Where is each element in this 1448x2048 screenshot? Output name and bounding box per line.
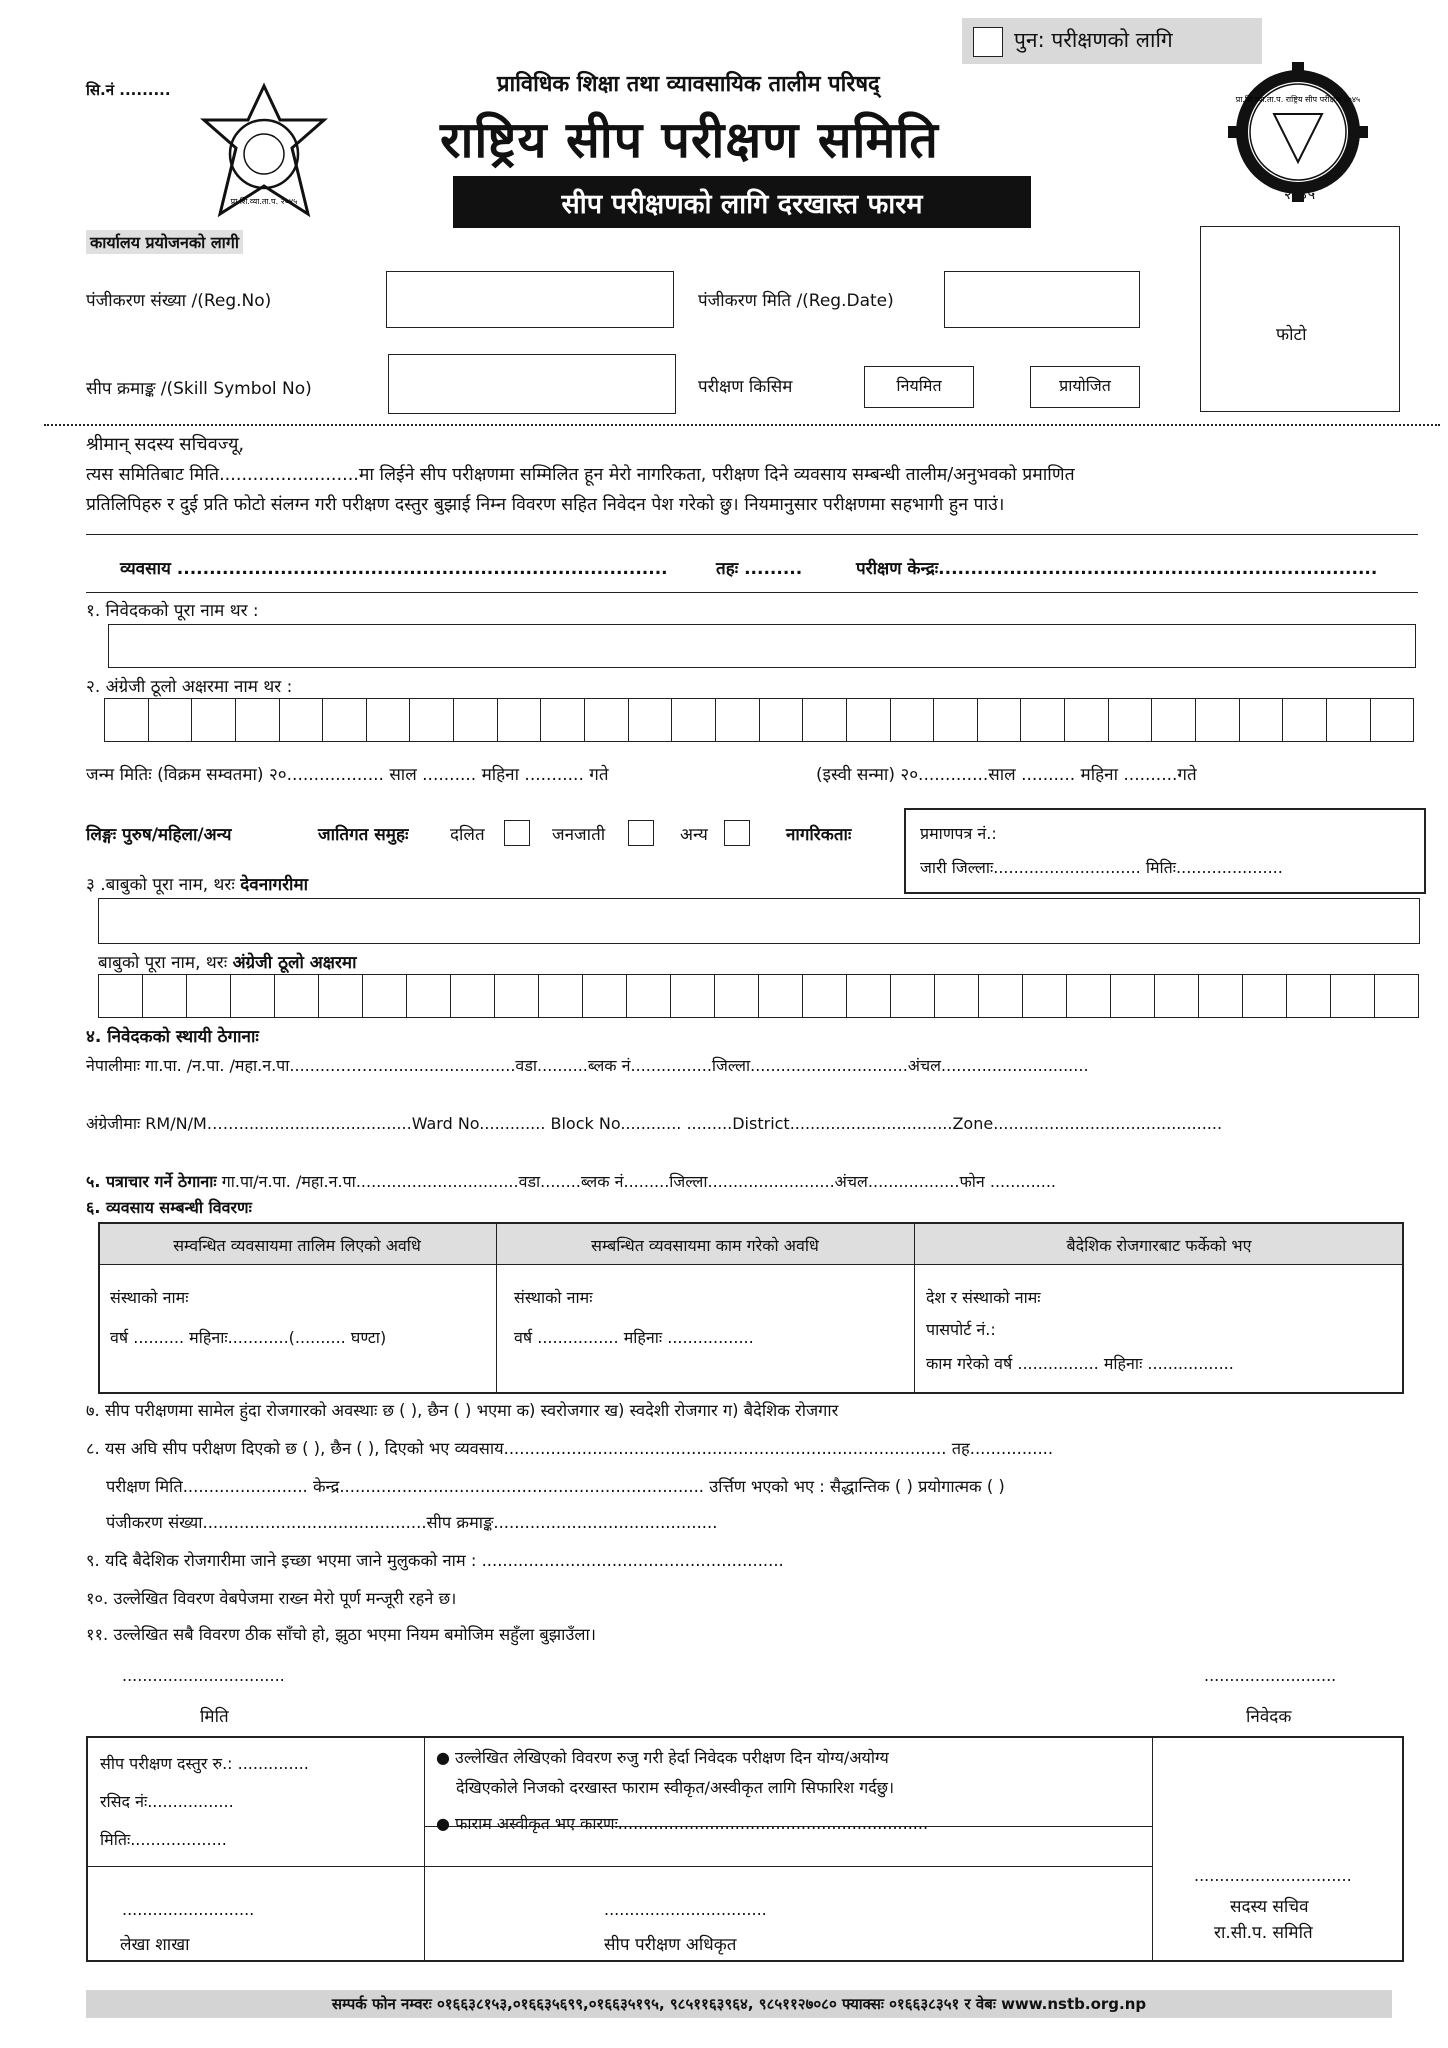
date-signature-line: ................................ (122, 1666, 285, 1685)
caste-janajati-checkbox[interactable] (628, 820, 654, 846)
work-duration[interactable]: वर्ष ................ महिनाः ................. (514, 1328, 754, 1347)
recheck-checkbox[interactable] (973, 27, 1003, 57)
accounts-section: लेखा शाखा (120, 1935, 190, 1955)
intro-line-2: प्रतिलिपिहरु र दुई प्रति फोटो संलग्न गरी परीक्षण दस्तुर बुझाई निम्न विवरण सहित निवेदन पेश गरेको छु। नियमानुसार परीक्षणमा सहभागी हुन पाउं। (86, 495, 1005, 515)
reg-no-label: पंजीकरण संख्या /(Reg.No) (86, 291, 272, 311)
exam-fee[interactable]: सीप परीक्षण दस्तुर रु.: .............. (100, 1754, 309, 1773)
ctevt-logo-text: प्रा.शि.व्या.ता.प. २०४५ (230, 197, 298, 206)
skill-symbol-input[interactable] (388, 354, 676, 414)
english-name-grid[interactable] (104, 698, 1414, 742)
q5-address[interactable]: गा.पा/न.पा. /महा.न.पा................................वडा........ब्लक नं.........जिल्ला.........................अंचल..................फोन ............. (216, 1172, 1057, 1191)
applicant-label: निवेदक (1246, 1707, 1292, 1727)
verification-note: ● उल्लेखित लेखिएको विवरण रुजु गरी हेर्दा निवेदक परीक्षण दिन योग्य/अयोग्य (436, 1748, 889, 1767)
table-row-line (86, 1866, 1152, 1867)
q1-label: १. निवेदकको पूरा नाम थर : (86, 601, 259, 621)
photo-box[interactable] (1200, 226, 1400, 412)
table-col-line (424, 1736, 425, 1962)
caste-janajati-label: जनजाती (552, 825, 606, 845)
receipt-date[interactable]: मितिः................... (100, 1830, 227, 1849)
q4-label: ४. निवेदकको स्थायी ठेगानाः (86, 1027, 259, 1047)
secretary-signature-line: ............................... (1194, 1866, 1352, 1885)
officer-signature-line: ................................ (604, 1900, 767, 1919)
training-duration[interactable]: वर्ष .......... महिनाः............(.......... घण्टा) (110, 1328, 387, 1347)
q3-label-text: ३ .बाबुको पूरा नाम, थरः (86, 875, 241, 895)
q5-label (86, 1170, 1056, 1192)
citizenship-box (904, 808, 1426, 894)
father-name-input[interactable] (98, 898, 1420, 944)
nstb-logo (1228, 62, 1368, 202)
citizenship-cert-no[interactable]: प्रमाणपत्र नं.: (920, 824, 997, 843)
table-col3-header: बैदेशिक रोजगारबाट फर्केको भए (1066, 1236, 1252, 1255)
q10: १०. उल्लेखित विवरण वेबपेजमा राख्न मेरो पूर्ण मन्जूरी रहने छ। (86, 1589, 457, 1608)
caste-label: जातिगत समुहः (318, 825, 409, 845)
nstb-year: २०४५ (1284, 185, 1316, 203)
nstb-logo-text: प्रा.शि.व्या.ता.प. राष्ट्रिय सीप परीक्षण २०४५ (1235, 95, 1361, 104)
q7[interactable]: ७. सीप परीक्षणमा सामेल हुंदा रोजगारको अवस्थाः छ ( ), छैन ( ) भएमा क) स्वरोजगार ख) स्वदेशी रोजगार ग) बैदेशिक रोजगार (86, 1401, 839, 1420)
committee-short: रा.सी.प. समिति (1214, 1923, 1313, 1943)
q3-label-script: देवनागरीमा (240, 875, 309, 895)
reg-no-input[interactable] (386, 271, 674, 328)
office-use-label: कार्यालय प्रयोजनको लागी (86, 230, 243, 254)
footer-contact: सम्पर्क फोन नम्वरः ०१६६३८१५३,०१६६३५६९९,०१६६३५१९५, ९८५११६३९६४, ९८५११२७०८० फ्याक्सः ०१६६३८३५१ र वेबः www.nstb.org.np (331, 1995, 1147, 2013)
dob-ad[interactable]: (इस्वी सन्मा) २०.............साल .......... महिना ..........गते (816, 765, 1197, 785)
table-header-line (98, 1264, 1404, 1265)
center-field[interactable]: परीक्षण केन्द्रः.................................................................... (856, 559, 1378, 579)
committee-name: राष्ट्रिय सीप परीक्षण समिति (440, 111, 939, 169)
gender-label: लिङ्गः पुरुष/महिला/अन्य (86, 825, 232, 845)
citizenship-label: नागरिकताः (786, 825, 852, 845)
q9[interactable]: ९. यदि बैदेशिक रोजगारीमा जाने इच्छा भएमा जाने मुलुकको नाम : .......................................................... (86, 1551, 784, 1570)
intro-line-1: त्यस समितिबाट मिति.........................मा लिईने सीप परीक्षणमा सम्मिलित हून मेरो नागरिकता, परीक्षण दिने व्यवसाय सम्बन्धी तालीम/अनुभवको प्रमाणित (86, 465, 1075, 485)
q8[interactable]: ८. यस अघि सीप परीक्षण दिएको छ ( ), छैन ( ), दिएको भए व्यवसाय..................................................................................... तह................ (86, 1439, 1054, 1458)
skill-test-officer: सीप परीक्षण अधिकृत (604, 1935, 737, 1955)
caste-dalit-checkbox[interactable] (504, 820, 530, 846)
recheck-label: पुन: परीक्षणको लागि (1014, 28, 1173, 52)
q4-english-address[interactable]: अंग्रेजीमाः RM/N/M……..................................Ward No............. Block No............ .........District................................Zone............................................. (86, 1114, 1223, 1133)
photo-label: फोटो (1276, 325, 1307, 345)
q6-label: ६. व्यवसाय सम्बन्धी विवरणः (86, 1198, 252, 1217)
caste-dalit-label: दलित (450, 825, 485, 845)
citizenship-issue[interactable]: जारी जिल्लाः............................. मितिः..................... (920, 858, 1283, 877)
q8-registration[interactable]: पंजीकरण संख्या...........................................सीप क्रमाङ्क........................................... (106, 1513, 718, 1532)
q3-label (86, 872, 308, 895)
applicant-signature-line: .......................... (1204, 1666, 1337, 1685)
exam-type-label: परीक्षण किसिम (698, 377, 793, 397)
foreign-work-duration[interactable]: काम गरेको वर्ष ................ महिनाः ................. (926, 1354, 1234, 1373)
reg-date-input[interactable] (944, 271, 1140, 328)
caste-other-label: अन्य (680, 825, 708, 845)
divider (86, 534, 1418, 535)
exam-type-regular[interactable]: नियमित (864, 366, 974, 408)
rejection-reason[interactable]: ● फाराम अस्वीकृत भए कारणः............................................................. (436, 1814, 929, 1833)
q8-exam-details[interactable]: परीक्षण मिति........................ केन्द्र...................................................................... उर्त्तिण भएको भए : सैद्धान्तिक ( ) प्रयोगात्मक ( ) (106, 1477, 1005, 1496)
q2-label: २. अंग्रेजी ठूलो अक्षरमा नाम थर : (86, 677, 293, 697)
caste-other-checkbox[interactable] (724, 820, 750, 846)
occupation-field[interactable]: व्यवसाय ............................................................................ (120, 559, 668, 579)
ctevt-logo (196, 82, 332, 220)
work-institute[interactable]: संस्थाको नामः (514, 1288, 593, 1307)
reg-date-label: पंजीकरण मिति /(Reg.Date) (698, 291, 894, 311)
exam-type-sponsored[interactable]: प्रायोजित (1030, 366, 1140, 408)
council-name: प्राविधिक शिक्षा तथा व्यावसायिक तालीम परिषद् (497, 72, 880, 97)
level-field[interactable]: तहः ......... (716, 559, 803, 579)
training-institute[interactable]: संस्थाको नामः (110, 1288, 189, 1307)
salutation: श्रीमान् सदस्य सचिवज्यू, (86, 434, 245, 455)
dob-bs[interactable]: जन्म मितिः (विक्रम सम्वतमा) २०.................. साल .......... महिना ........... गते (86, 765, 609, 785)
q3-english-label-script: अंग्रेजी ठूलो अक्षरमा (232, 953, 357, 973)
table-col-line (1152, 1736, 1153, 1962)
verification-note-2: देखिएकोले निजको दरखास्त फाराम स्वीकृत/अस्वीकृत लागि सिफारिश गर्दछु। (456, 1778, 895, 1797)
foreign-country[interactable]: देश र संस्थाको नामः (926, 1288, 1041, 1307)
receipt-no[interactable]: रसिद नंः................. (100, 1792, 234, 1811)
q5-label-title: ५. पत्राचार गर्ने ठेगानाः (86, 1172, 217, 1191)
q11: ११. उल्लेखित सबै विवरण ठीक साँचो हो, झुठा भएमा नियम बमोजिम सहुँला बुझाउँला। (86, 1625, 596, 1644)
q4-nepali-address[interactable]: नेपालीमाः गा.पा. /न.पा. /महा.न.पा.........………..........................वडा..........ब्लक नं................जिल्ला...............................अंचल............................. (86, 1056, 1089, 1075)
skill-symbol-label: सीप क्रमाङ्क /(Skill Symbol No) (86, 379, 312, 399)
accounts-signature-line: .......................... (122, 1900, 255, 1919)
member-secretary: सदस्य सचिव (1230, 1897, 1309, 1917)
dotted-divider (44, 424, 1440, 426)
table-col2-header: सम्बन्धित व्यवसायमा काम गरेको अवधि (591, 1236, 819, 1255)
passport-no[interactable]: पासपोर्ट नं.: (926, 1320, 996, 1339)
form-title: सीप परीक्षणको लागि दरखास्त फारम (561, 189, 923, 220)
table-col1-header: सम्वन्धित व्यवसायमा तालिम लिएको अवधि (173, 1236, 421, 1255)
serial-number: सि.नं ......... (86, 81, 171, 99)
applicant-name-input[interactable] (108, 624, 1416, 668)
divider (86, 592, 1418, 593)
date-label: मिति (200, 1707, 229, 1727)
q3-english-label (98, 950, 357, 973)
q3-english-label-text: बाबुको पूरा नाम, थरः (98, 953, 233, 973)
father-english-name-grid[interactable] (98, 974, 1420, 1018)
